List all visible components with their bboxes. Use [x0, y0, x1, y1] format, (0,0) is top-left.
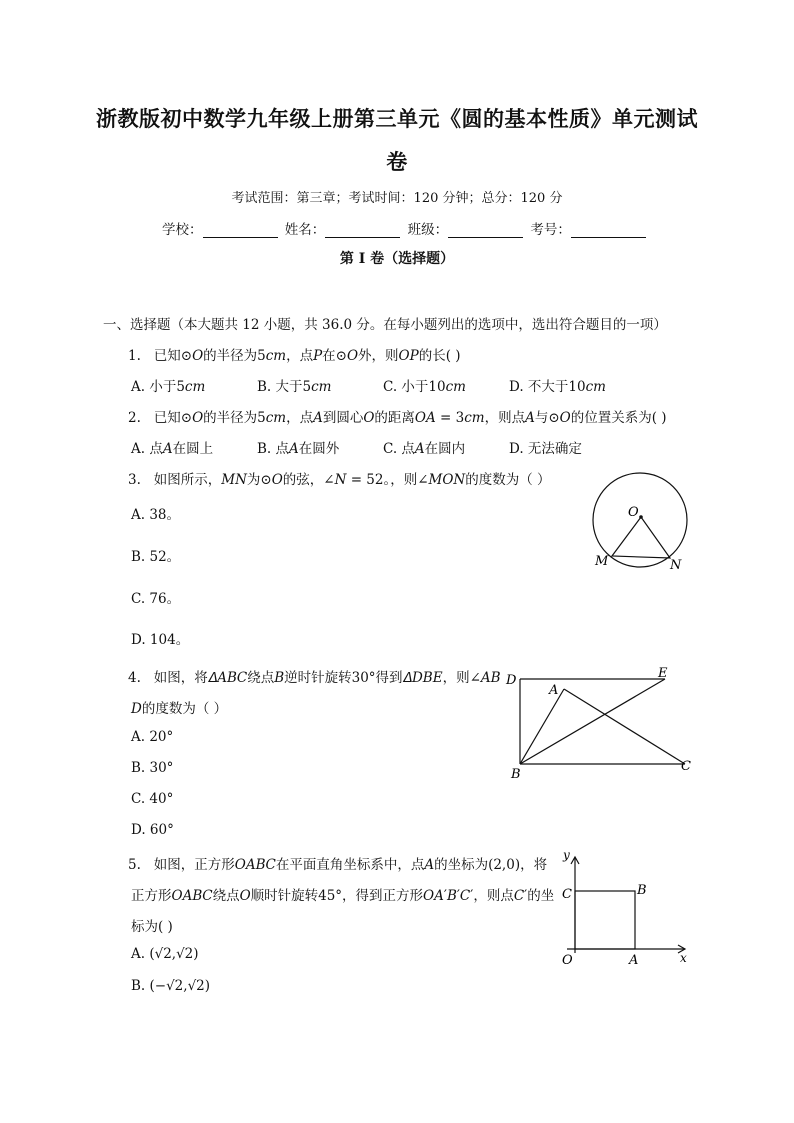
question-number: 2.	[128, 410, 141, 426]
circle-o	[593, 473, 687, 567]
class-blank[interactable]	[448, 223, 523, 238]
center-point	[639, 515, 643, 519]
question-5-line-3: 标为( )	[131, 919, 173, 935]
label-y: y	[563, 848, 570, 862]
label-b: B	[637, 883, 647, 898]
question-5-line-2: 正方形𝑂𝐴𝐵𝐶绕点𝑂顺时针旋转45°，得到正方形𝑂𝐴′𝐵′𝐶′，则点𝐶′的坐	[131, 888, 555, 904]
section-heading: 一、选择题（本大题共 12 小题，共 36.0 分。在每小题列出的选项中，选出符合题目的一项）	[103, 317, 667, 333]
option-c[interactable]: C. 76。	[131, 591, 181, 607]
volume-title: 第 I 卷（选择题）	[339, 251, 455, 267]
question-text: 如图，将𝛥𝐴𝐵𝐶绕点𝐵逆时针旋转30°得到𝛥𝐷𝐵𝐸，则∠𝐴𝐵	[153, 670, 501, 686]
option-c[interactable]: C. 40°	[131, 791, 174, 807]
label-c: C	[681, 759, 691, 774]
label-o: O	[562, 953, 573, 968]
question-1	[128, 344, 461, 364]
name-blank[interactable]	[325, 223, 400, 238]
label-e: E	[658, 666, 668, 681]
exam-meta: 考试范围：第三章；考试时间：120 分钟；总分：120 分	[231, 191, 563, 206]
field-label-school: 学校：	[162, 222, 203, 238]
school-blank[interactable]	[203, 223, 278, 238]
label-d: D	[506, 673, 517, 688]
option-a[interactable]: A. (√2,√2)	[131, 946, 199, 962]
option-a[interactable]: A. 20°	[131, 729, 174, 745]
coordinate-figure	[555, 845, 695, 970]
option-d[interactable]: D. 60°	[131, 822, 174, 838]
option-b[interactable]: B. 点𝐴在圆外	[257, 441, 340, 457]
option-b[interactable]: B. 大于5𝑐𝑚	[257, 379, 332, 395]
option-a[interactable]: A. 小于5𝑐𝑚	[131, 379, 206, 395]
question-text: 已知⊙𝑂的半径为5𝑐𝑚，点𝑃在⊙𝑂外，则𝑂𝑃的长( )	[153, 348, 461, 364]
option-b[interactable]: B. (−√2,√2)	[131, 978, 211, 994]
question-3	[128, 468, 551, 488]
label-b: B	[511, 767, 521, 780]
question-2	[128, 406, 667, 426]
question-text: 已知⊙𝑂的半径为5𝑐𝑚，点𝐴到圆心𝑂的距离𝑂𝐴 = 3𝑐𝑚，则点𝐴与⊙𝑂的位置关系为( )	[153, 410, 667, 426]
option-d[interactable]: D. 104。	[131, 632, 190, 648]
circle-figure	[585, 470, 695, 580]
option-a[interactable]: A. 点𝐴在圆上	[131, 441, 214, 457]
option-c[interactable]: C. 小于10𝑐𝑚	[383, 379, 466, 395]
field-label-class: 班级：	[407, 222, 449, 238]
triangle-mon	[612, 517, 670, 558]
question-4	[128, 666, 501, 686]
option-a[interactable]: A. 38。	[131, 507, 181, 523]
document-title-line-1: 浙教版初中数学九年级上册第三单元《圆的基本性质》单元测试	[96, 106, 698, 131]
document-title-line-2: 卷	[386, 149, 408, 174]
option-d[interactable]: D. 不大于10𝑐𝑚	[509, 379, 606, 395]
label-c: C	[562, 887, 572, 902]
question-number: 4.	[128, 670, 141, 686]
question-4-line-2: 𝐷的度数为（ ）	[131, 701, 228, 717]
label-m: M	[595, 554, 609, 569]
field-label-id: 考号：	[530, 222, 571, 238]
question-number: 1.	[128, 348, 141, 364]
label-o: O	[628, 505, 639, 520]
field-label-name: 姓名：	[284, 222, 326, 238]
question-number: 5.	[128, 857, 141, 873]
label-n: N	[670, 558, 682, 573]
label-x: x	[680, 951, 687, 965]
option-c[interactable]: C. 点𝐴在圆内	[383, 441, 466, 457]
label-a: A	[549, 683, 559, 698]
rotation-figure	[500, 660, 700, 780]
option-b[interactable]: B. 30°	[131, 760, 174, 776]
label-a: A	[629, 953, 639, 968]
option-d[interactable]: D. 无法确定	[509, 441, 582, 457]
option-b[interactable]: B. 52。	[131, 549, 181, 565]
question-text: 如图所示，𝑀𝑁为⊙𝑂的弦，∠𝑁 = 52。，则∠𝑀𝑂𝑁的度数为（ ）	[153, 472, 551, 488]
id-blank[interactable]	[571, 223, 646, 238]
student-info-fields	[162, 218, 649, 238]
square-oabc	[575, 891, 635, 949]
question-number: 3.	[128, 472, 141, 488]
question-text: 如图，正方形𝑂𝐴𝐵𝐶在平面直角坐标系中，点𝐴的坐标为(2,0)，将	[153, 857, 548, 873]
question-5	[128, 853, 547, 873]
